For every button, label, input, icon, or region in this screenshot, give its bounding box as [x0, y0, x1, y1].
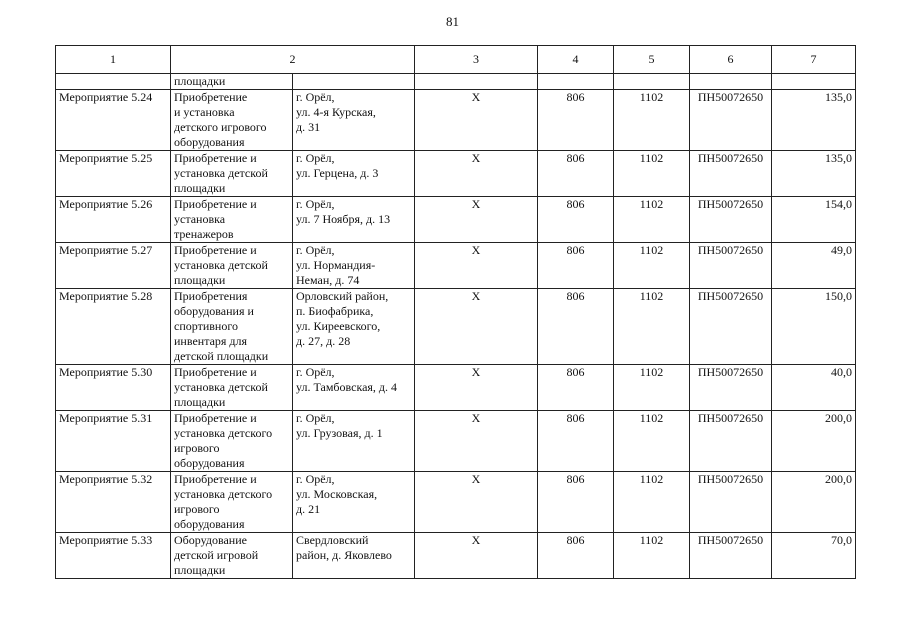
- description-line: оборудования: [174, 456, 245, 470]
- cell-target: ПН50072650: [690, 533, 772, 579]
- cell-mark: Х: [415, 197, 538, 243]
- cell-mark: Х: [415, 289, 538, 365]
- cell-name: Мероприятие 5.28: [56, 289, 171, 365]
- description-line: площадки: [174, 563, 226, 577]
- cell-name: Мероприятие 5.31: [56, 411, 171, 472]
- cell-description: [171, 243, 293, 289]
- cell-target: ПН50072650: [690, 90, 772, 151]
- continuation-row: [56, 74, 856, 90]
- cell-description: [171, 289, 293, 365]
- table-row: [56, 243, 856, 289]
- cell-section: 1102: [614, 197, 690, 243]
- cell-mark: Х: [415, 533, 538, 579]
- cell-amount: 70,0: [772, 533, 856, 579]
- cell-description: [171, 90, 293, 151]
- cell-mark: Х: [415, 365, 538, 411]
- address-line: ул. 4-я Курская,: [296, 105, 376, 119]
- cell-section: 1102: [614, 365, 690, 411]
- address-line: д. 21: [296, 502, 321, 516]
- cell-description: [171, 411, 293, 472]
- address-line: г. Орёл,: [296, 365, 335, 379]
- col-header-1: 1: [56, 46, 171, 74]
- col-header-3: 3: [415, 46, 538, 74]
- description-line: инвентаря для: [174, 334, 248, 348]
- cell-mark: Х: [415, 151, 538, 197]
- description-line: оборудования: [174, 517, 245, 531]
- cell-code: 806: [538, 243, 614, 289]
- address-line: ул. Нормандия-: [296, 258, 376, 272]
- address-line: ул. Тамбовская, д. 4: [296, 380, 398, 394]
- cell-section: 1102: [614, 411, 690, 472]
- cell-address: [293, 533, 415, 579]
- cell-target: ПН50072650: [690, 197, 772, 243]
- cell-code: 806: [538, 289, 614, 365]
- cell-name: Мероприятие 5.26: [56, 197, 171, 243]
- address-line: г. Орёл,: [296, 411, 335, 425]
- cell-amount: 40,0: [772, 365, 856, 411]
- cell-name: Мероприятие 5.24: [56, 90, 171, 151]
- col-header-2: 2: [171, 46, 415, 74]
- description-line: установка детской: [174, 258, 268, 272]
- cell-amount: 200,0: [772, 411, 856, 472]
- cell-amount: 200,0: [772, 472, 856, 533]
- address-line: Неман, д. 74: [296, 273, 360, 287]
- description-line: установка детской: [174, 380, 268, 394]
- cell-target: ПН50072650: [690, 365, 772, 411]
- description-line: игрового: [174, 502, 220, 516]
- cell-description: [171, 365, 293, 411]
- description-line: площадки: [174, 74, 226, 88]
- address-line: Свердловский: [296, 533, 369, 547]
- cell-target: ПН50072650: [690, 472, 772, 533]
- description-line: Приобретения: [174, 289, 248, 303]
- header-row: [56, 46, 856, 74]
- table-row: [56, 533, 856, 579]
- description-line: детского игрового: [174, 120, 267, 134]
- address-line: п. Биофабрика,: [296, 304, 374, 318]
- cell-amount: 135,0: [772, 90, 856, 151]
- cell-address: [293, 472, 415, 533]
- address-line: г. Орёл,: [296, 151, 335, 165]
- cell-amount: 154,0: [772, 197, 856, 243]
- address-line: ул. Киреевского,: [296, 319, 381, 333]
- cell-name: Мероприятие 5.27: [56, 243, 171, 289]
- cell-target: ПН50072650: [690, 151, 772, 197]
- description-line: спортивного: [174, 319, 238, 333]
- address-line: ул. 7 Ноября, д. 13: [296, 212, 391, 226]
- cell-code: 806: [538, 533, 614, 579]
- cell-address: [293, 243, 415, 289]
- description-line: площадки: [174, 273, 226, 287]
- table-row: [56, 197, 856, 243]
- page-number: 81: [446, 14, 459, 29]
- cell-code: 806: [538, 411, 614, 472]
- address-line: г. Орёл,: [296, 472, 335, 486]
- address-line: г. Орёл,: [296, 197, 335, 211]
- address-line: г. Орёл,: [296, 243, 335, 257]
- description-line: Приобретение и: [174, 472, 257, 486]
- table-row: [56, 365, 856, 411]
- cell-amount: 49,0: [772, 243, 856, 289]
- description-line: Приобретение: [174, 90, 248, 104]
- cell-description: [171, 533, 293, 579]
- cell-address: [293, 151, 415, 197]
- cell-mark: Х: [415, 411, 538, 472]
- description-line: Приобретение и: [174, 151, 257, 165]
- cell-section: 1102: [614, 533, 690, 579]
- cell-description: [171, 472, 293, 533]
- table-row: [56, 90, 856, 151]
- description-line: установка детского: [174, 487, 273, 501]
- address-line: г. Орёл,: [296, 90, 335, 104]
- address-line: ул. Грузовая, д. 1: [296, 426, 383, 440]
- description-line: детской игровой: [174, 548, 259, 562]
- address-line: Орловский район,: [296, 289, 389, 303]
- cell-target: ПН50072650: [690, 289, 772, 365]
- cell-name: Мероприятие 5.25: [56, 151, 171, 197]
- description-line: оборудования: [174, 135, 245, 149]
- cell-code: [538, 74, 614, 90]
- cell-name: Мероприятие 5.32: [56, 472, 171, 533]
- cell-section: 1102: [614, 151, 690, 197]
- cell-target: ПН50072650: [690, 411, 772, 472]
- col-header-6: 6: [690, 46, 772, 74]
- cell-section: 1102: [614, 243, 690, 289]
- description-line: установка: [174, 212, 226, 226]
- table-row: [56, 151, 856, 197]
- cell-name: Мероприятие 5.30: [56, 365, 171, 411]
- description-line: оборудования и: [174, 304, 254, 318]
- cell-address: [293, 365, 415, 411]
- col-header-4: 4: [538, 46, 614, 74]
- address-line: район, д. Яковлево: [296, 548, 392, 562]
- cell-code: 806: [538, 472, 614, 533]
- address-line: ул. Московская,: [296, 487, 378, 501]
- cell-description: [171, 74, 293, 90]
- description-line: установка детского: [174, 426, 273, 440]
- cell-mark: Х: [415, 472, 538, 533]
- address-line: д. 27, д. 28: [296, 334, 351, 348]
- col-header-7: 7: [772, 46, 856, 74]
- cell-code: 806: [538, 197, 614, 243]
- cell-section: 1102: [614, 472, 690, 533]
- cell-code: 806: [538, 365, 614, 411]
- cell-address: [293, 74, 415, 90]
- description-line: Приобретение и: [174, 197, 257, 211]
- description-line: Приобретение и: [174, 243, 257, 257]
- cell-amount: [772, 74, 856, 90]
- table-row: [56, 289, 856, 365]
- cell-name: Мероприятие 5.33: [56, 533, 171, 579]
- description-line: установка детской: [174, 166, 268, 180]
- cell-address: [293, 90, 415, 151]
- cell-code: 806: [538, 151, 614, 197]
- description-line: площадки: [174, 181, 226, 195]
- description-line: площадки: [174, 395, 226, 409]
- table-row: [56, 472, 856, 533]
- description-line: и установка: [174, 105, 235, 119]
- cell-target: ПН50072650: [690, 243, 772, 289]
- table-row: [56, 411, 856, 472]
- cell-name: [56, 74, 171, 90]
- cell-section: 1102: [614, 90, 690, 151]
- description-line: тренажеров: [174, 227, 234, 241]
- cell-description: [171, 197, 293, 243]
- cell-amount: 135,0: [772, 151, 856, 197]
- cell-description: [171, 151, 293, 197]
- budget-table: [55, 45, 856, 579]
- col-header-5: 5: [614, 46, 690, 74]
- cell-amount: 150,0: [772, 289, 856, 365]
- cell-target: [690, 74, 772, 90]
- cell-section: 1102: [614, 289, 690, 365]
- cell-code: 806: [538, 90, 614, 151]
- address-line: д. 31: [296, 120, 321, 134]
- description-line: Приобретение и: [174, 411, 257, 425]
- address-line: ул. Герцена, д. 3: [296, 166, 379, 180]
- description-line: детской площадки: [174, 349, 269, 363]
- cell-mark: Х: [415, 243, 538, 289]
- description-line: Приобретение и: [174, 365, 257, 379]
- cell-address: [293, 197, 415, 243]
- cell-address: [293, 411, 415, 472]
- cell-mark: [415, 74, 538, 90]
- cell-section: [614, 74, 690, 90]
- cell-address: [293, 289, 415, 365]
- description-line: игрового: [174, 441, 220, 455]
- cell-mark: Х: [415, 90, 538, 151]
- description-line: Оборудование: [174, 533, 247, 547]
